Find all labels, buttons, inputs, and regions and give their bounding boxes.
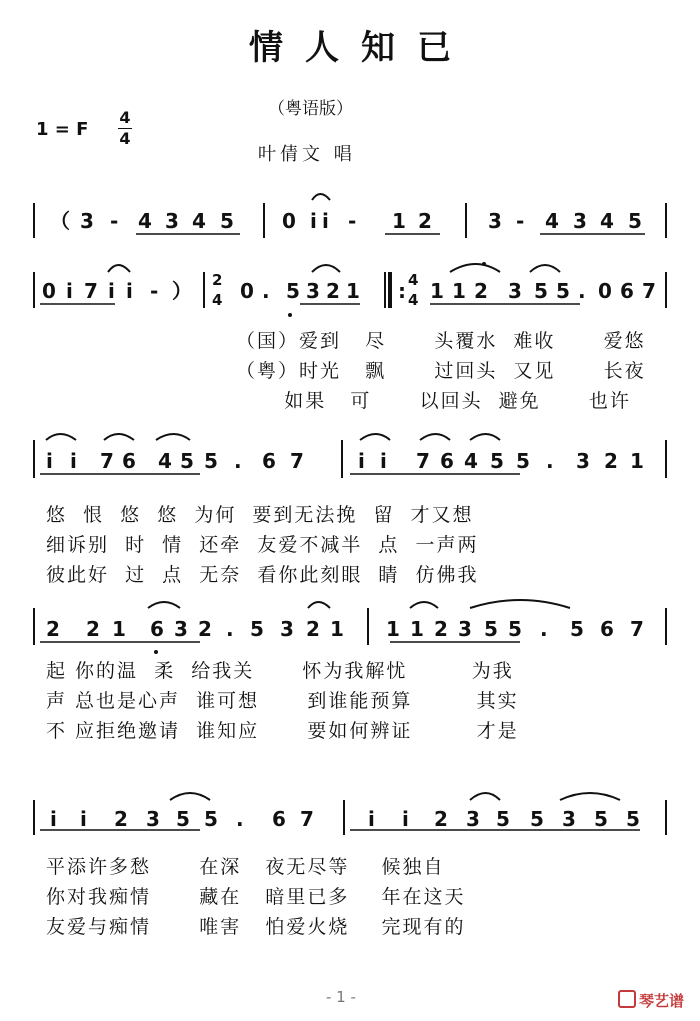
svg-text:5: 5 <box>250 617 264 641</box>
site-logo[interactable] <box>618 990 684 1011</box>
svg-text:0: 0 <box>42 279 56 303</box>
svg-text:6: 6 <box>122 449 136 473</box>
lyric-line: 平添许多愁 在深 夜无尽等 候独自 <box>46 856 445 878</box>
lyric-line: 彼此好 过 点 无奈 看你此刻眼 睛 仿佛我 <box>46 564 479 586</box>
svg-text:4: 4 <box>408 291 419 309</box>
svg-text:i: i <box>46 449 53 473</box>
singer-credit: 叶倩文 唱 <box>258 144 356 165</box>
lyric-line: 细诉别 时 情 还牵 友爱不减半 点 一声两 <box>46 534 479 556</box>
svg-text:6: 6 <box>440 449 454 473</box>
svg-text:1: 1 <box>386 617 400 641</box>
svg-text:2: 2 <box>474 279 488 303</box>
svg-text:i: i <box>126 279 133 303</box>
svg-text:.: . <box>540 617 548 641</box>
svg-text:2: 2 <box>198 617 212 641</box>
svg-text:6: 6 <box>262 449 276 473</box>
lyric-line: 如果 可 以回头 避免 也许 <box>236 390 631 412</box>
svg-text:3: 3 <box>488 209 502 233</box>
svg-text:5: 5 <box>176 807 190 831</box>
svg-text:0: 0 <box>240 279 254 303</box>
svg-text:5: 5 <box>556 279 570 303</box>
svg-text:2: 2 <box>46 617 60 641</box>
svg-text:3: 3 <box>562 807 576 831</box>
version-label: （粤语版） <box>268 99 353 119</box>
svg-text:2: 2 <box>434 617 448 641</box>
svg-text:1: 1 <box>330 617 344 641</box>
svg-text:2: 2 <box>306 617 320 641</box>
svg-text:i: i <box>368 807 375 831</box>
svg-text:i: i <box>358 449 365 473</box>
svg-text:4: 4 <box>192 209 206 233</box>
svg-text:-: - <box>516 209 525 233</box>
svg-text:7: 7 <box>290 449 304 473</box>
svg-text:3: 3 <box>146 807 160 831</box>
svg-text:2: 2 <box>114 807 128 831</box>
svg-text:5: 5 <box>286 279 300 303</box>
svg-text:）: ） <box>172 279 192 303</box>
svg-text:5: 5 <box>204 449 218 473</box>
svg-text::: : <box>398 279 406 303</box>
svg-text:7: 7 <box>630 617 644 641</box>
page-number: - 1 - <box>326 988 356 1006</box>
svg-text:1: 1 <box>452 279 466 303</box>
logo-text: 琴艺谱 <box>639 992 685 1010</box>
svg-text:3: 3 <box>576 449 590 473</box>
svg-text:3: 3 <box>80 209 94 233</box>
svg-text:i: i <box>310 209 317 233</box>
svg-text:2: 2 <box>86 617 100 641</box>
svg-text:3: 3 <box>466 807 480 831</box>
svg-text:4: 4 <box>212 291 223 309</box>
svg-text:3: 3 <box>165 209 179 233</box>
lyric-line: 不 应拒绝邀请 谁知应 要如何辨证 才是 <box>46 720 519 742</box>
svg-text:-: - <box>150 279 159 303</box>
svg-text:5: 5 <box>220 209 234 233</box>
svg-text:.: . <box>578 279 586 303</box>
svg-text:i: i <box>80 807 87 831</box>
svg-text:5: 5 <box>180 449 194 473</box>
svg-text:3: 3 <box>458 617 472 641</box>
svg-text:i: i <box>108 279 115 303</box>
svg-text:4: 4 <box>600 209 614 233</box>
svg-text:3: 3 <box>573 209 587 233</box>
svg-text:2: 2 <box>326 279 340 303</box>
lyric-line: 悠 恨 悠 悠 为何 要到无法挽 留 才又想 <box>46 504 474 526</box>
lyric-line: 起 你的温 柔 给我关 怀为我解忧 为我 <box>46 660 514 682</box>
svg-text:2: 2 <box>418 209 432 233</box>
svg-text:7: 7 <box>642 279 656 303</box>
meter-top: 4 <box>119 108 131 127</box>
svg-text:1: 1 <box>112 617 126 641</box>
svg-text:3: 3 <box>280 617 294 641</box>
svg-text:i: i <box>70 449 77 473</box>
lyric-line: 友爱与痴情 唯害 怕爱火烧 完现有的 <box>46 916 466 938</box>
lyric-line: 声 总也是心声 谁可想 到谁能预算 其实 <box>46 690 519 712</box>
lyric-line: 你对我痴情 藏在 暗里已多 年在这天 <box>46 886 466 908</box>
svg-text:5: 5 <box>204 807 218 831</box>
svg-text:6: 6 <box>600 617 614 641</box>
meter-bottom: 4 <box>119 129 131 148</box>
svg-text:7: 7 <box>100 449 114 473</box>
svg-text:1: 1 <box>346 279 360 303</box>
svg-text:5: 5 <box>484 617 498 641</box>
svg-text:1: 1 <box>430 279 444 303</box>
svg-text:5: 5 <box>496 807 510 831</box>
svg-text:4: 4 <box>158 449 172 473</box>
lyric-line: （粤）时光 飘 过回头 又见 长夜 <box>236 360 646 382</box>
svg-text:i: i <box>380 449 387 473</box>
svg-text:2: 2 <box>604 449 618 473</box>
svg-text:1: 1 <box>410 617 424 641</box>
svg-text:i: i <box>50 807 57 831</box>
svg-text:5: 5 <box>594 807 608 831</box>
song-title: 情人知已 <box>249 28 473 68</box>
svg-text:5: 5 <box>530 807 544 831</box>
svg-text:7: 7 <box>84 279 98 303</box>
svg-text:0: 0 <box>598 279 612 303</box>
svg-text:-: - <box>348 209 357 233</box>
svg-text:.: . <box>236 807 244 831</box>
svg-text:i: i <box>66 279 73 303</box>
svg-text:5: 5 <box>570 617 584 641</box>
svg-text:5: 5 <box>534 279 548 303</box>
svg-text:.: . <box>262 279 270 303</box>
svg-text:6: 6 <box>620 279 634 303</box>
svg-text:（: （ <box>50 209 70 233</box>
svg-text:.: . <box>546 449 554 473</box>
svg-text:5: 5 <box>628 209 642 233</box>
svg-text:5: 5 <box>490 449 504 473</box>
svg-text:7: 7 <box>416 449 430 473</box>
svg-text:0: 0 <box>282 209 296 233</box>
svg-text:7: 7 <box>300 807 314 831</box>
lyric-line: （国）爱到 尽 头覆水 难收 爱悠 <box>236 330 646 352</box>
svg-text:1: 1 <box>392 209 406 233</box>
key-signature: 1 = F <box>36 119 89 140</box>
svg-text:i: i <box>322 209 329 233</box>
logo-icon <box>618 990 636 1008</box>
svg-text:3: 3 <box>306 279 320 303</box>
svg-text:5: 5 <box>626 807 640 831</box>
svg-text:1: 1 <box>630 449 644 473</box>
svg-text:4: 4 <box>408 271 419 289</box>
svg-text:6: 6 <box>272 807 286 831</box>
svg-text:2: 2 <box>434 807 448 831</box>
svg-text:4: 4 <box>138 209 152 233</box>
svg-text:i: i <box>402 807 409 831</box>
svg-text:.: . <box>226 617 234 641</box>
svg-text:3: 3 <box>508 279 522 303</box>
svg-text:5: 5 <box>508 617 522 641</box>
svg-text:4: 4 <box>464 449 478 473</box>
svg-text:3: 3 <box>174 617 188 641</box>
svg-text:2: 2 <box>212 271 223 289</box>
svg-text:.: . <box>234 449 242 473</box>
svg-text:4: 4 <box>545 209 559 233</box>
svg-text:-: - <box>110 209 119 233</box>
svg-text:6: 6 <box>150 617 164 641</box>
svg-text:5: 5 <box>516 449 530 473</box>
